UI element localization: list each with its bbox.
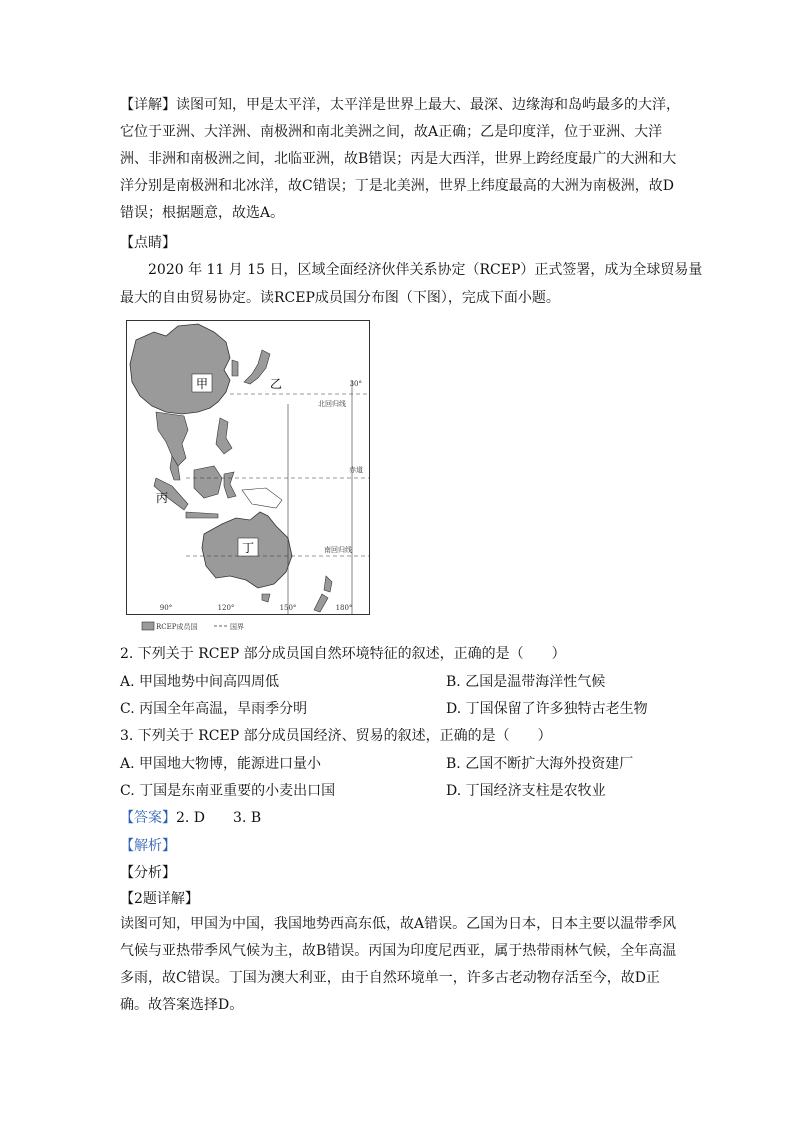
q2-option-a: A. 甲国地势中间高四周低 [120, 674, 280, 690]
lon-150-label: 150° [279, 604, 297, 612]
label-bing: 丙 [155, 491, 169, 505]
dianjing-label: 【点睛】 [120, 235, 176, 251]
legend-border-label: 国界 [230, 623, 244, 631]
label-ding: 丁 [241, 541, 255, 555]
q3-option-a: A. 甲国地大物博，能源进口量小 [120, 756, 322, 772]
q2-detail-label: 【2题详解】 [120, 891, 199, 907]
tropic-cancer-label: 北回归线 [318, 400, 346, 408]
q3-option-d: D. 丁国经济支柱是农牧业 [446, 783, 606, 799]
detail-text: 读图可知，甲是太平洋，太平洋是世界上最大、最深、边缘海和岛屿最多的大洋，它位于亚洲、大洋洲、南极洲和南北美洲之间，故A正确；乙是印度洋，位于亚洲、大洋洲、非洲和南极洲之间，北临亚洲，故B错误；丙是大西洋，世界上跨经度最广的大洲和大洋分别是南极洲和北冰洋，故C错误；丁是北美洲，世界上纬度最高的大洲为南极洲，故D错误；根据题意，故选A。 [120, 97, 680, 221]
intro-line-2: 最大的自由贸易协定。读RCEP成员国分布图（下图），完成下面小题。 [120, 290, 560, 306]
answer-line [120, 808, 261, 828]
q3-option-b: B. 乙国不断扩大海外投资建厂 [446, 756, 634, 772]
lon-180-label: 180° [335, 604, 353, 612]
fenxi-label: 【分析】 [120, 865, 176, 881]
label-jia: 甲 [195, 377, 209, 391]
equator-label: 赤道 [349, 466, 363, 474]
q2-option-c: C. 丙国全年高温，旱雨季分明 [120, 701, 308, 717]
lon-90-label: 90° [159, 604, 173, 612]
tropic-capricorn-label: 南回归线 [324, 546, 352, 554]
rcep-map [126, 320, 370, 634]
legend-swatch-member [142, 622, 154, 630]
q3-stem: 3. 下列关于 RCEP 部分成员国经济、贸易的叙述，正确的是（ ） [120, 728, 552, 744]
q2-option-b: B. 乙国是温带海洋性气候 [446, 674, 606, 690]
q2-option-d: D. 丁国保留了许多独特古老生物 [446, 701, 648, 717]
intro-line-1: 2020 年 11 月 15 日，区域全面经济伙伴关系协定（RCEP）正式签署，成为全球贸易量 [148, 262, 703, 278]
detail-paragraph [120, 92, 680, 227]
q2-detail-paragraph: 读图可知，甲国为中国，我国地势西高东低，故A错误。乙国为日本，日本主要以温带季风气候与亚热带季风气候为主，故B错误。丙国为印度尼西亚，属于热带雨林气候，全年高温多雨，故C错误。丁国为澳大利亚，由于自然环境单一，许多古老动物存活至今，故D正确。故答案选择D。 [120, 916, 677, 1013]
china-shape [130, 324, 230, 414]
korea-shape [232, 360, 238, 376]
detail-label: 【详解】 [120, 97, 176, 113]
answer-text: 2. D 3. B [176, 810, 262, 826]
legend-member-label: RCEP成员国 [156, 623, 198, 631]
lon-120-label: 120° [217, 604, 235, 612]
analysis-label: 【解析】 [120, 838, 176, 854]
label-yi: 乙 [269, 377, 283, 391]
q3-option-c: C. 丁国是东南亚重要的小麦出口国 [120, 783, 336, 799]
lat-30-label: 30° [349, 380, 362, 388]
answer-label: 【答案】 [120, 810, 176, 826]
q2-stem: 2. 下列关于 RCEP 部分成员国自然环境特征的叙述，正确的是（ ） [120, 646, 566, 662]
rcep-map-figure [126, 320, 370, 634]
